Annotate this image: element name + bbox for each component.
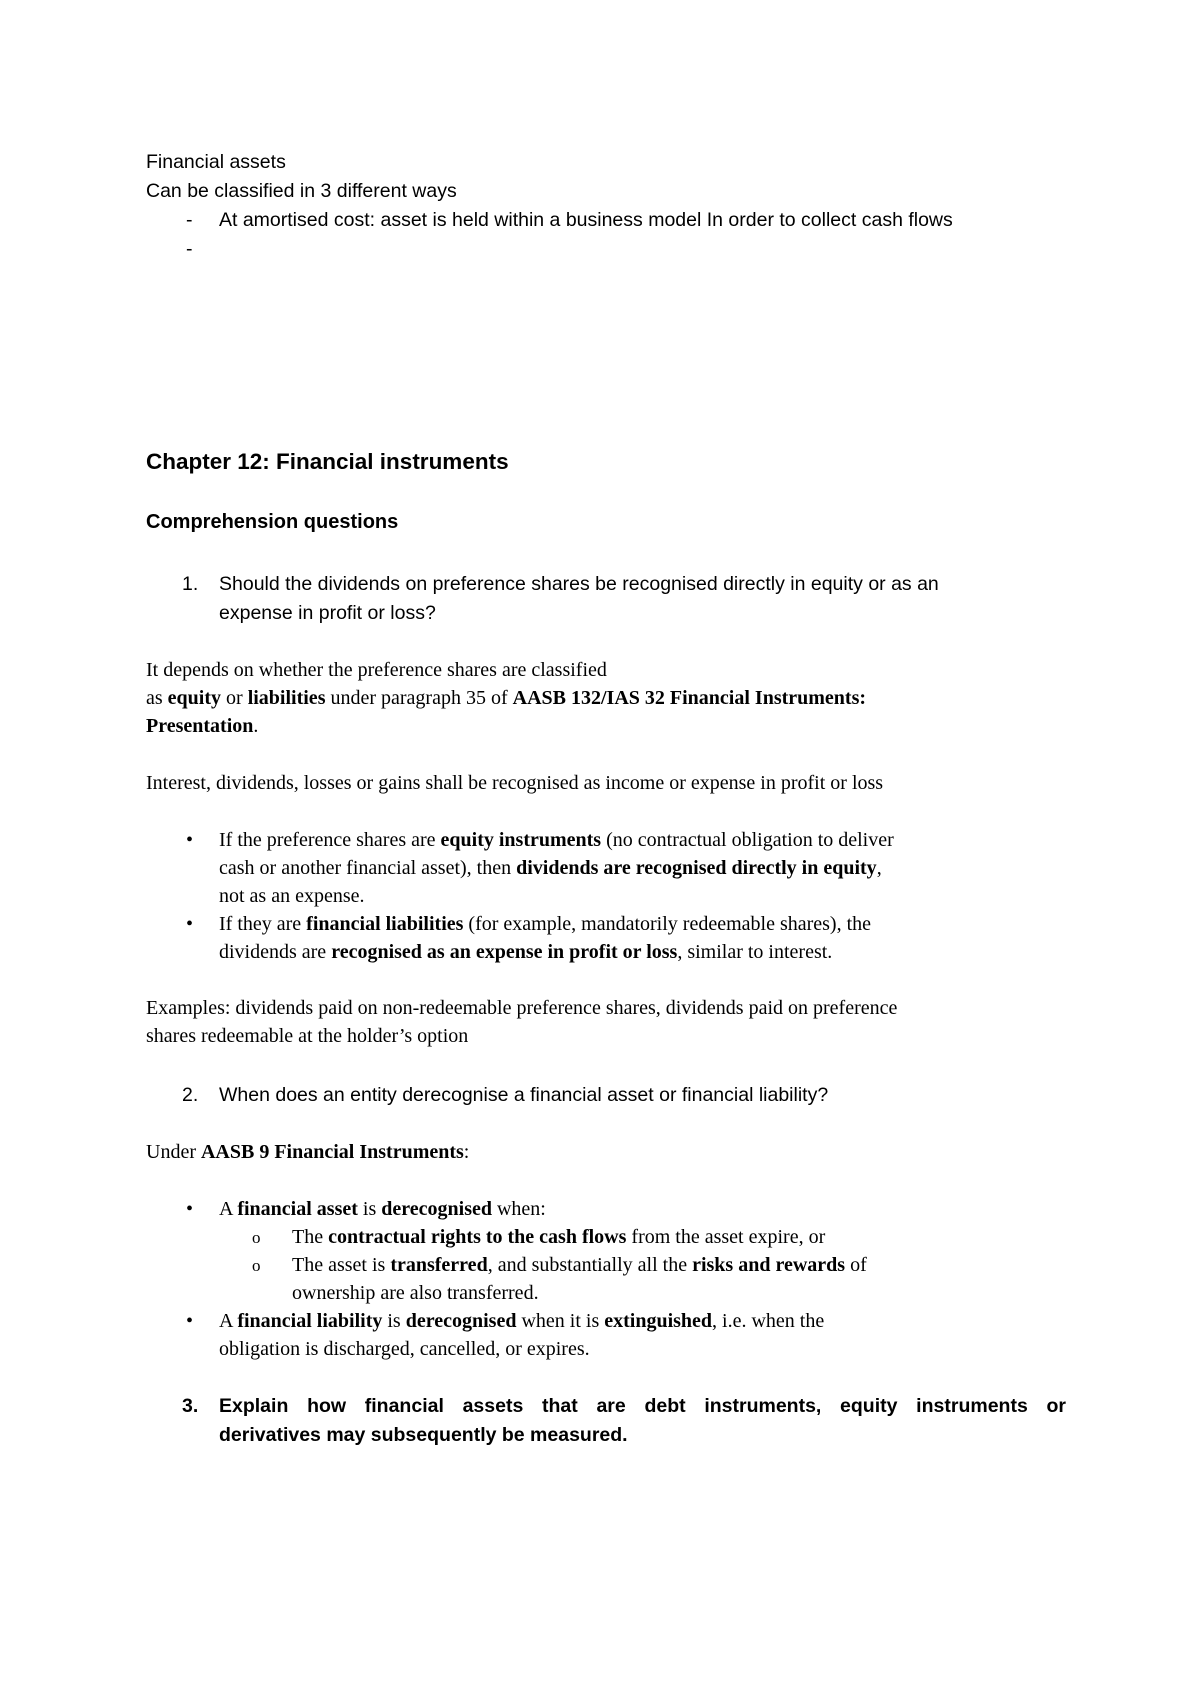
bullet-marker: •: [186, 829, 194, 851]
dash-item-text: At amortised cost: asset is held within a business model In order to collect cash flows: [219, 209, 953, 231]
standard-reference: AASB 9 Financial Instruments: [200, 1141, 464, 1163]
question-number: 2.: [182, 1084, 199, 1106]
question-line: When does an entity derecognise a financial asset or financial liability?: [219, 1084, 829, 1106]
question-number: 1.: [182, 573, 199, 595]
question-number: 3.: [182, 1395, 199, 1417]
bullet-marker: •: [186, 1310, 194, 1332]
standard-reference: Presentation: [146, 715, 254, 737]
sub-bullet-item: o The contractual rights to the cash flows from the asset expire, or: [146, 1223, 1066, 1251]
intro-subtitle: Can be classified in 3 different ways: [146, 180, 457, 202]
answer-paragraph-line: shares redeemable at the holder’s option: [146, 1025, 469, 1047]
question-2: [146, 1081, 1066, 1110]
answer-paragraph: Interest, dividends, losses or gains shall be recognised as income or expense in profit or loss: [146, 772, 884, 794]
bullet-item: • If they are financial liabilities (for example, mandatorily redeemable shares), the dividends are recognised as an expense in profit or loss, similar to interest.: [146, 910, 1066, 966]
answer-paragraph: Under AASB 9 Financial Instruments:: [146, 1141, 470, 1163]
bullet-item: • A financial asset is derecognised when:: [146, 1195, 1066, 1223]
answer-paragraph-line: as equity or liabilities under paragraph 35 of AASB 132/IAS 32 Financial Instruments:: [146, 687, 867, 709]
question-line: derivatives may subsequently be measured.: [219, 1424, 628, 1446]
question-3: [146, 1392, 1066, 1450]
answer-paragraph-line: Presentation.: [146, 715, 259, 737]
question-1: [146, 570, 1066, 628]
dash-marker: -: [186, 209, 193, 231]
bullet-item: • If the preference shares are equity instruments (no contractual obligation to deliver cash or another financial asset), then dividends are recognised directly in equity, not as an expense.: [146, 826, 1066, 910]
sub-bullet-item: o The asset is transferred, and substantially all the risks and rewards of ownership are also transferred.: [252, 1254, 867, 1304]
sub-bullet-marker: o: [252, 1228, 261, 1247]
chapter-heading: Chapter 12: Financial instruments: [146, 449, 509, 474]
answer-paragraph: It depends on whether the preference shares are classified: [146, 659, 607, 681]
intro-title: Financial assets: [146, 151, 286, 173]
sub-bullet-marker: o: [252, 1256, 261, 1275]
section-heading: Comprehension questions: [146, 511, 399, 533]
question-line: expense in profit or loss?: [219, 602, 436, 624]
bold-term: liabilities: [247, 687, 326, 709]
question-line: Explain how financial assets that are debt instruments, equity instruments or: [219, 1395, 1066, 1417]
standard-reference: AASB 132/IAS 32 Financial Instruments:: [512, 687, 867, 709]
dash-marker: -: [186, 238, 193, 260]
bullet-item: • A financial liability is derecognised when it is extinguished, i.e. when the obligation is discharged, cancelled, or expires.: [146, 1307, 1066, 1363]
bullet-marker: •: [186, 1198, 194, 1220]
answer-paragraph: Examples: dividends paid on non-redeemable preference shares, dividends paid on preference: [146, 997, 898, 1019]
bold-term: equity: [167, 687, 222, 709]
question-line: Should the dividends on preference shares be recognised directly in equity or as an: [219, 573, 939, 595]
bullet-marker: •: [186, 913, 194, 935]
